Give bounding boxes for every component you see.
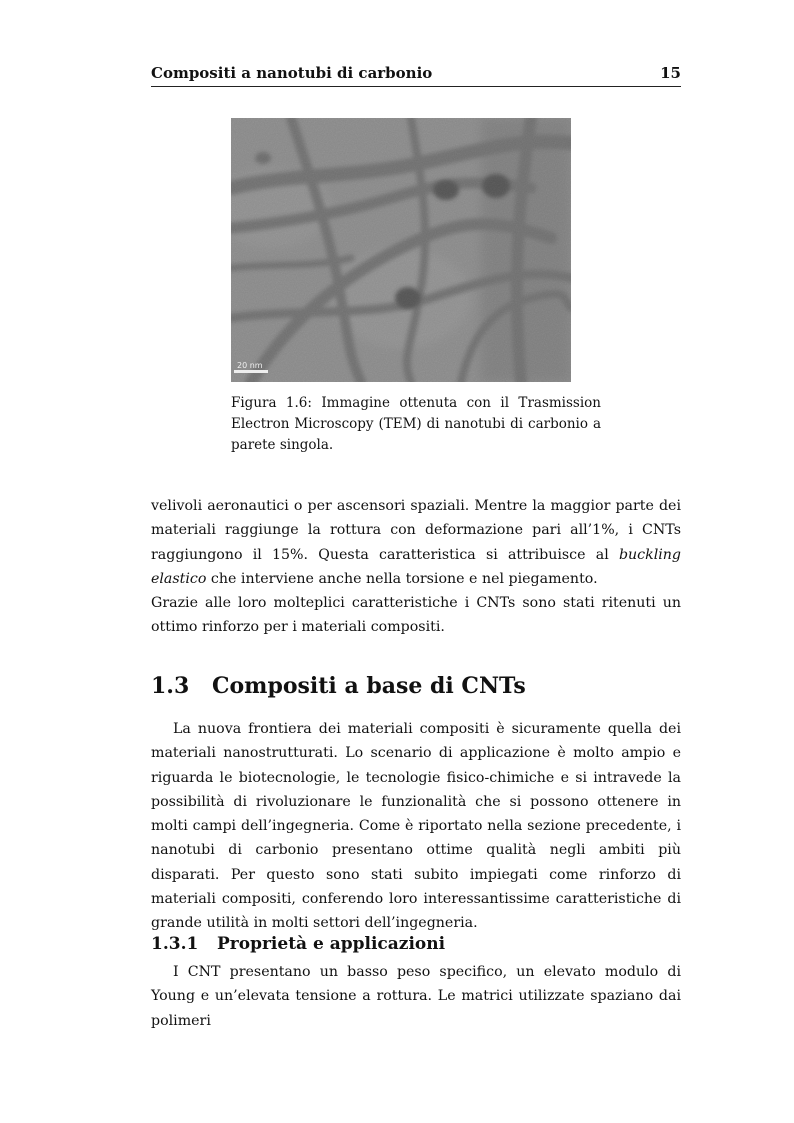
subsection-title: Proprietà e applicazioni bbox=[217, 934, 446, 954]
scale-bar-label: 20 nm bbox=[237, 361, 263, 370]
paragraph-reinforcement: Grazie alle loro molteplici caratteristiche i CNTs sono stati ritenuti un ottimo rinforzo per i materiali compositi. bbox=[151, 595, 681, 636]
paragraph-text: che interviene anche nella torsione e nel piegamento. bbox=[206, 570, 598, 587]
emphasis-buckling: buckling elastico bbox=[151, 546, 681, 587]
figure-caption: Figura 1.6: Immagine ottenuta con il Trasmission Electron Microscopy (TEM) di nanotubi di carbonio a parete singola. bbox=[231, 395, 601, 453]
paragraph-buckling bbox=[151, 494, 681, 591]
page-number: 15 bbox=[660, 64, 681, 82]
tem-image bbox=[231, 118, 571, 382]
paragraph-properties: I CNT presentano un basso peso specifico, un elevato modulo di Young e un’elevata tensione a rottura. Le matrici utilizzate spaziano dai polimeri bbox=[151, 964, 681, 1029]
section-title: Compositi a base di CNTs bbox=[212, 673, 526, 699]
section-number: 1.3 bbox=[151, 673, 190, 699]
paragraph-nanostructured: La nuova frontiera dei materiali compositi è sicuramente quella dei materiali nanostrutturati. Lo scenario di applicazione è molto ampio e riguarda le biotecnologie, le tecnologie fisico-chimiche e si intravede la possibilità di rivoluzionare le funzionalità che si possono ottenere in molti campi dell’ingegneria. Come è riportato nella sezione precedente, i nanotubi di carbonio presentano ottime qualità negli ambiti più disparati. Per questo sono stati subito impiegati come rinforzo di materiali compositi, conferendo loro interessantissime caratteristiche di grande utilità in molti settori dell’ingegneria. bbox=[151, 721, 681, 932]
running-header bbox=[151, 62, 681, 87]
subsection-heading bbox=[151, 934, 445, 954]
subsection-number: 1.3.1 bbox=[151, 934, 199, 954]
section-heading bbox=[151, 673, 526, 699]
paragraph-text: velivoli aeronautici o per ascensori spaziali. Mentre la maggior parte dei materiali raggiunge la rottura con deformazione pari all’1%, i CNTs raggiungono il 15%. Questa caratteristica si attribuisce al bbox=[151, 498, 681, 563]
tem-micrograph bbox=[231, 118, 571, 382]
scale-bar bbox=[234, 370, 268, 373]
running-title: Compositi a nanotubi di carbonio bbox=[151, 64, 433, 82]
